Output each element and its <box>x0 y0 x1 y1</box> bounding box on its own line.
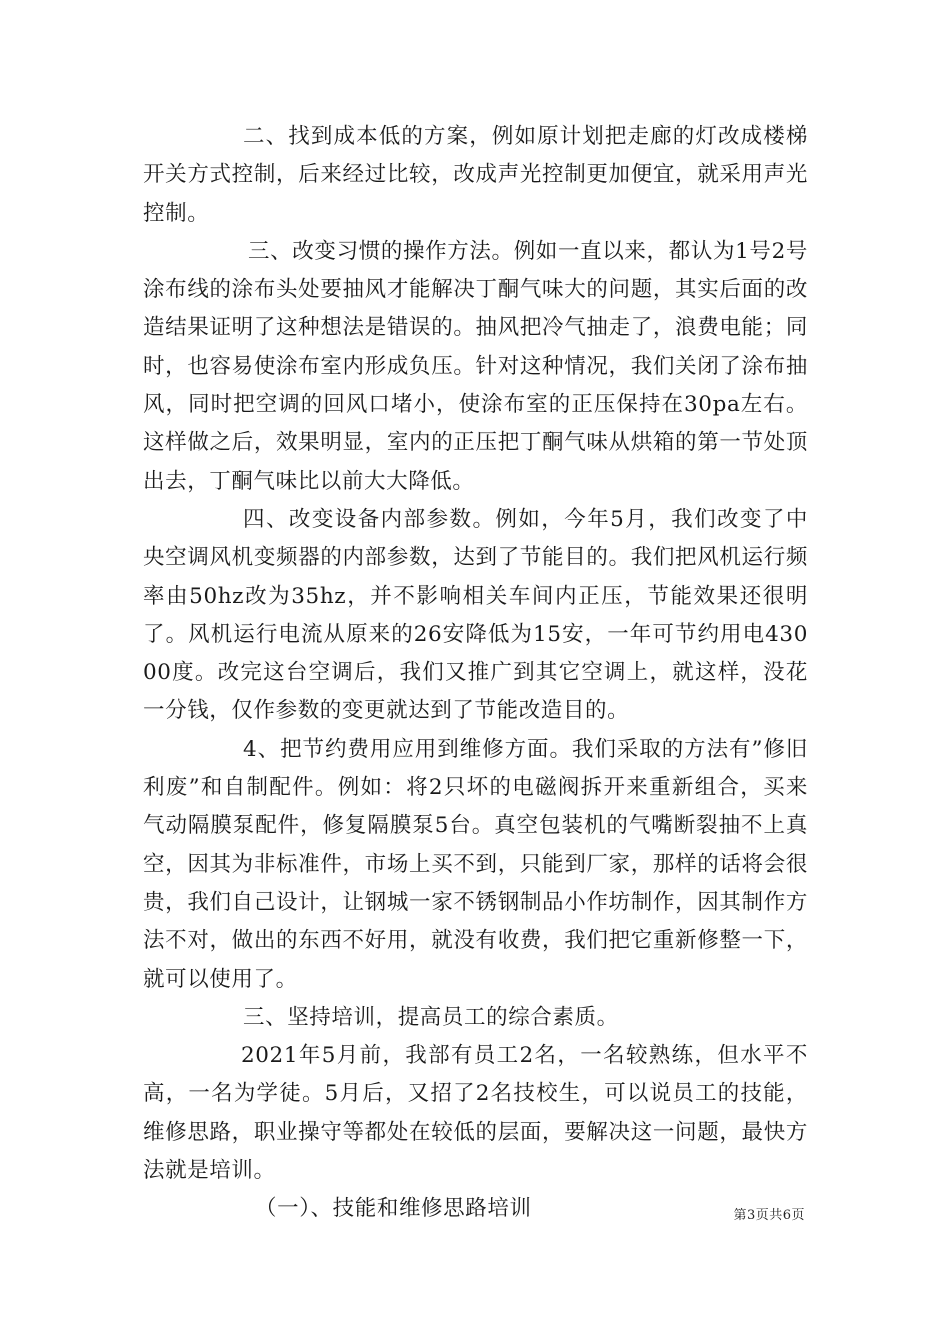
subsection-heading-skills-training: （一）、技能和维修思路培训 <box>255 1196 532 1222</box>
section-heading-training: 三、坚持培训，提高员工的综合素质。 <box>243 1004 619 1030</box>
paragraph-staff-situation: 2021年5月前，我部有员工2名，一名较熟练，但水平不高，一名为学徒。5月后，又招了2名技校生，可以说员工的技能，维修思路，职业操守等都处在较低的层面，要解决这一问题，最快方法就是培训。 <box>143 1043 808 1184</box>
paragraph-low-cost-solution: 二、找到成本低的方案，例如原计划把走廊的灯改成楼梯开关方式控制，后来经过比较，改成声光控制更加便宜，就采用声光控制。 <box>143 124 808 226</box>
paragraph-change-equipment-parameters: 四、改变设备内部参数。例如，今年5月，我们改变了中央空调风机变频器的内部参数，达到了节能目的。我们把风机运行频率由50hz改为35hz，并不影响相关车间内正压，节能效果还很明了。风机运行电流从原来的26安降低为15安，一年可节约用电43000度。改完这台空调后，我们又推广到其它空调上，就这样，没花一分钱，仅作参数的变更就达到了节能改造目的。 <box>143 506 808 724</box>
paragraph-maintenance-savings: 4、把节约费用应用到维修方面。我们采取的方法有”修旧利废”和自制配件。例如：将2只坏的电磁阀拆开来重新组合，买来气动隔膜泵配件，修复隔膜泵5台。真空包装机的气嘴断裂抽不上真空，因其为非标准件，市场上买不到，只能到厂家，那样的话将会很贵，我们自己设计，让钢城一家不锈钢制品小作坊制作，因其制作方法不对，做出的东西不好用，就没有收费，我们把它重新修整一下，就可以使用了。 <box>143 736 808 992</box>
document-body <box>143 118 808 1229</box>
page-number-footer: 第3页共6页 <box>733 1208 805 1223</box>
paragraph-change-operation-habits: 三、改变习惯的操作方法。例如一直以来，都认为1号2号涂布线的涂布头处要抽风才能解决丁酮气味大的问题，其实后面的改造结果证明了这种想法是错误的。抽风把冷气抽走了，浪费电能；同时，也容易使涂布室内形成负压。针对这种情况，我们关闭了涂布抽风，同时把空调的回风口堵小，使涂布室的正压保持在30pa左右。这样做之后，效果明显，室内的正压把丁酮气味从烘箱的第一节处顶出去，丁酮气味比以前大大降低。 <box>143 238 808 494</box>
